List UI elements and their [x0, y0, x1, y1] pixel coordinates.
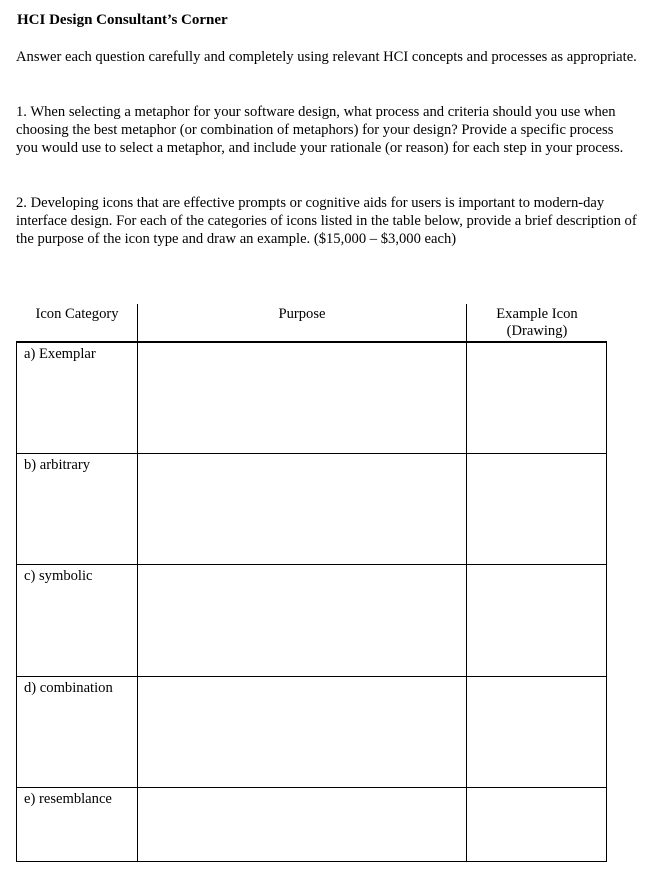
- row-label-combination: d) combination: [24, 680, 113, 696]
- row-divider-2: [16, 564, 607, 565]
- row-label-arbitrary: b) arbitrary: [24, 457, 91, 473]
- question-1: 1. When selecting a metaphor for your software design, what process and criteria should you use when choosing the best metaphor (or combination of metaphors) for your design? Provide a specific process you would use to select a metaphor, and include your rationale (or reason) for each step in your process.: [16, 104, 624, 157]
- row-label-symbolic: c) symbolic: [24, 568, 93, 584]
- header-divider-2: [466, 304, 467, 342]
- header-purpose: Purpose: [278, 306, 326, 322]
- header-divider-1: [137, 304, 138, 342]
- header-example-line2: (Drawing): [506, 323, 568, 339]
- table-col-divider-1: [137, 341, 138, 862]
- row-divider-3: [16, 676, 607, 677]
- row-label-resemblance: e) resemblance: [24, 791, 112, 807]
- header-example-line1: Example Icon: [496, 306, 578, 322]
- row-label-exemplar: a) Exemplar: [24, 346, 96, 362]
- table-col-divider-2: [466, 341, 467, 862]
- header-icon-category: Icon Category: [35, 306, 119, 322]
- page-title: HCI Design Consultant’s Corner: [17, 12, 228, 28]
- row-divider-4: [16, 787, 607, 788]
- instructions-paragraph: Answer each question carefully and completely using relevant HCI concepts and processes as appropriate.: [16, 49, 637, 65]
- table-right-border: [606, 341, 607, 862]
- header-example-icon: [468, 306, 606, 340]
- table-bottom-border: [16, 861, 607, 862]
- row-divider-1: [16, 453, 607, 454]
- question-2: 2. Developing icons that are effective prompts or cognitive aids for users is important to modern-day interface design. For each of the categories of icons listed in the table below, provide a brief description of the purpose of the icon type and draw an example. ($15,000 – $3,000 each): [16, 195, 637, 248]
- table-top-border: [16, 341, 607, 343]
- table-left-border: [16, 341, 17, 862]
